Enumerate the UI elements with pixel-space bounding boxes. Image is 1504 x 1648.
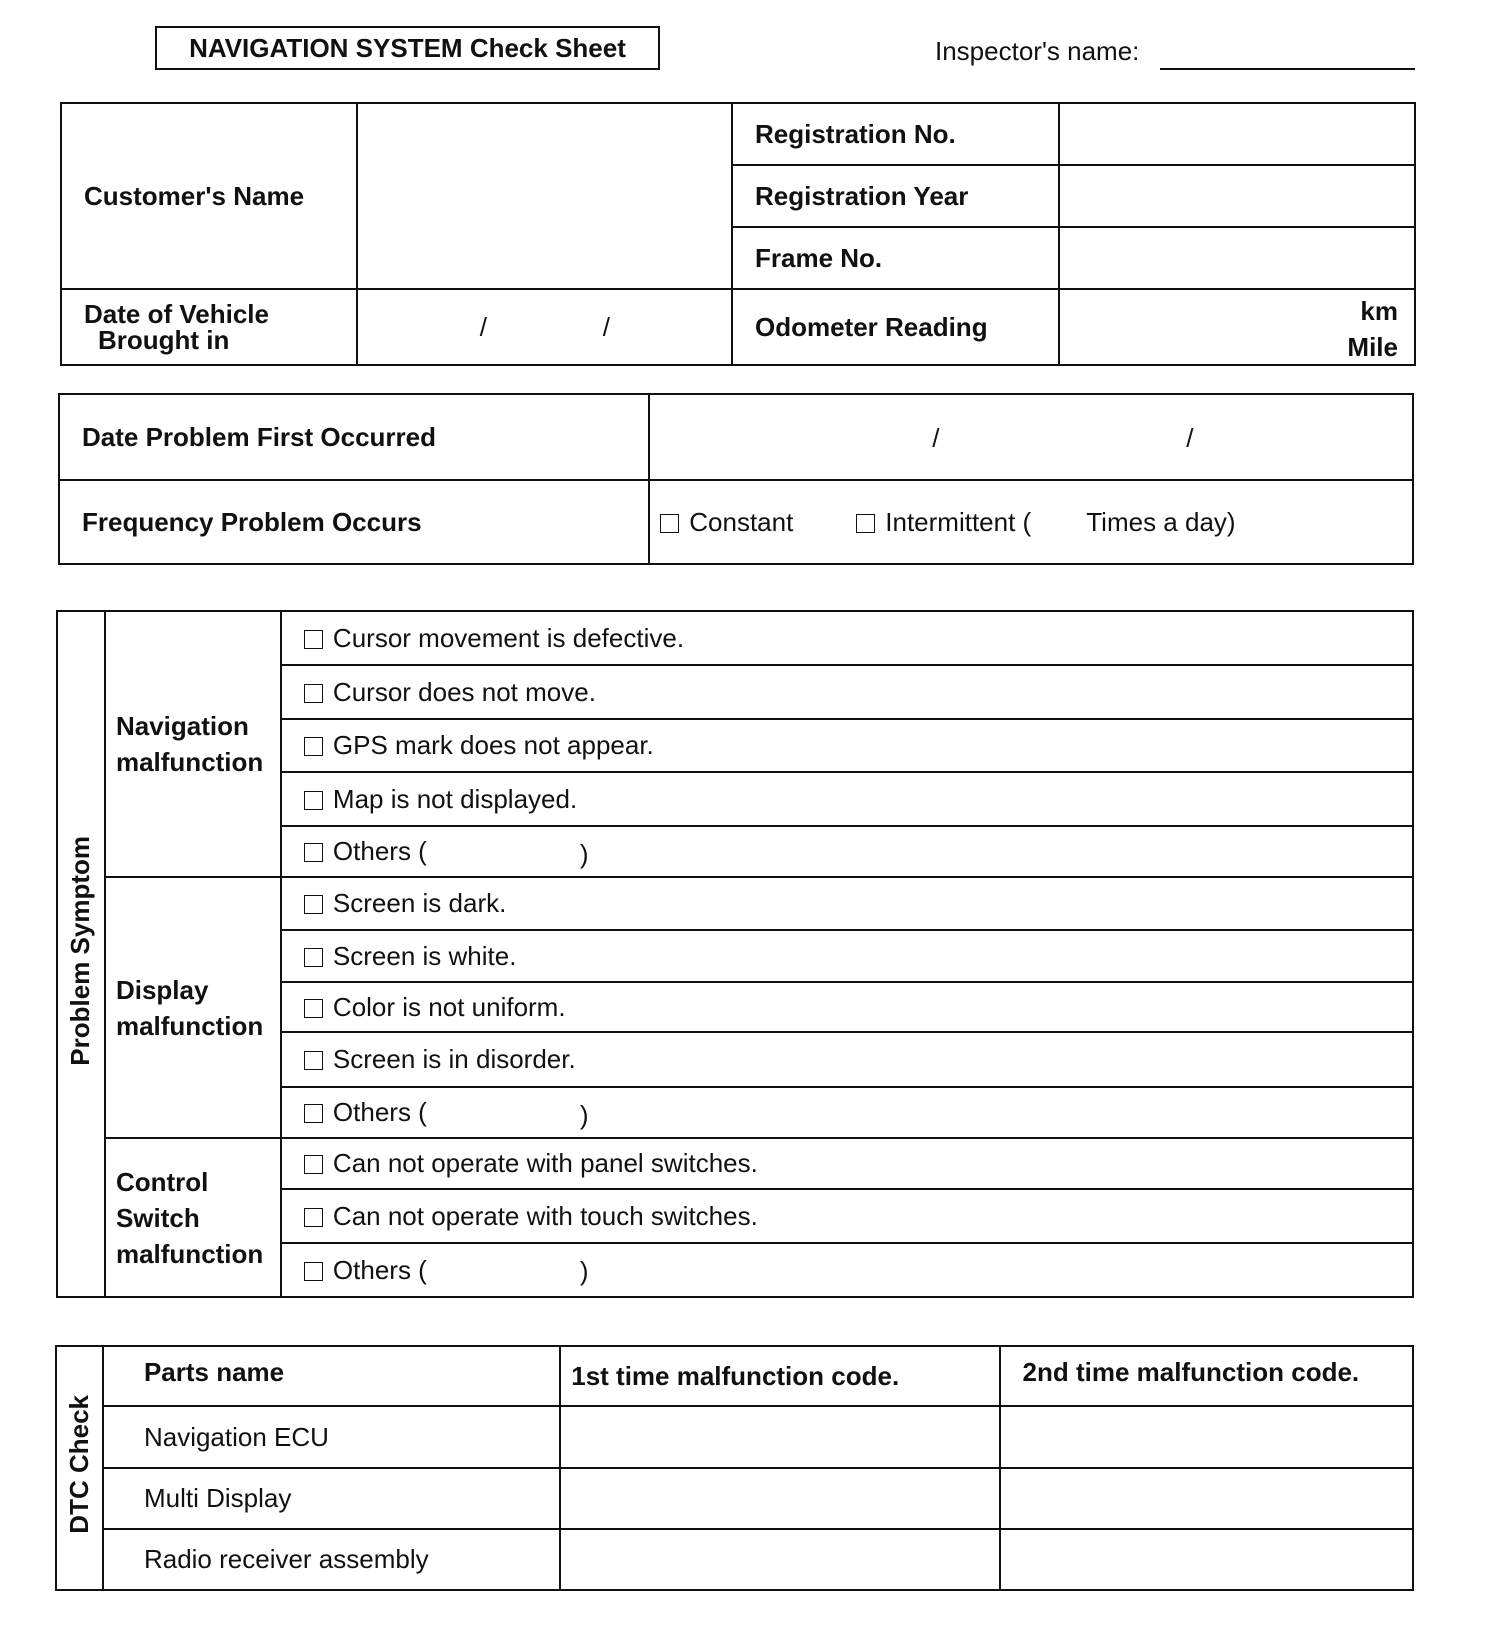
date-separator: /: [932, 423, 940, 453]
navigation-malfunction-label: [105, 611, 281, 877]
checkbox[interactable]: [304, 684, 323, 703]
display-malfunction-label: [105, 877, 281, 1138]
checkbox[interactable]: [304, 1208, 323, 1227]
symptom-label: Screen is in disorder.: [332, 1044, 576, 1074]
frame-no-field[interactable]: [1059, 227, 1415, 289]
unit-km: km: [1360, 296, 1398, 326]
checkbox[interactable]: [304, 1104, 323, 1123]
checkbox[interactable]: [304, 948, 323, 967]
symptom-label: Screen is dark.: [332, 888, 507, 918]
first-code-field[interactable]: [560, 1406, 999, 1468]
problem-symptom-table: [56, 610, 1414, 1298]
first-code-field[interactable]: [560, 1468, 999, 1529]
checkbox[interactable]: [304, 999, 323, 1018]
vehicle-info-table: [60, 102, 1416, 366]
symptom-option-others[interactable]: [281, 1087, 1413, 1138]
registration-year-field[interactable]: [1059, 165, 1415, 227]
date-separator: /: [1186, 423, 1194, 453]
date-brought-in-label-line2: Brought in: [98, 325, 230, 355]
parts-name-header: Parts name: [103, 1346, 560, 1406]
group-label-line: malfunction: [115, 747, 264, 777]
symptom-label: Color is not uniform.: [332, 991, 566, 1022]
symptom-option[interactable]: [281, 1189, 1413, 1243]
control-switch-malfunction-label: [105, 1138, 281, 1297]
second-code-field[interactable]: [1000, 1406, 1413, 1468]
registration-year-label: Registration Year: [732, 165, 1059, 227]
first-code-field[interactable]: [560, 1529, 999, 1590]
registration-no-label: Registration No.: [732, 103, 1059, 165]
intermittent-label: Intermittent (: [885, 507, 1032, 537]
part-name-cell: Multi Display: [103, 1468, 560, 1529]
date-separator: /: [479, 312, 487, 342]
group-label-line: Control: [115, 1166, 209, 1197]
checkbox[interactable]: [304, 843, 323, 862]
checkbox[interactable]: [304, 630, 323, 649]
problem-symptom-section: [57, 611, 105, 1297]
symptom-label: Screen is white.: [332, 940, 517, 971]
inspector-name-field[interactable]: [1160, 68, 1415, 70]
symptom-option[interactable]: [281, 930, 1413, 982]
checkbox[interactable]: [856, 514, 875, 533]
unit-mile: Mile: [1347, 332, 1398, 362]
date-first-occurred-label: Date Problem First Occurred: [59, 394, 649, 480]
symptom-label: Cursor does not move.: [332, 676, 596, 707]
constant-label: Constant: [689, 507, 794, 537]
date-brought-in-field[interactable]: [357, 289, 732, 365]
frequency-field: [649, 480, 1413, 564]
checkbox[interactable]: [304, 1155, 323, 1174]
checkbox[interactable]: [304, 737, 323, 756]
checkbox[interactable]: [304, 791, 323, 810]
times-a-day-label: Times a day): [1086, 507, 1236, 537]
symptom-label: Cursor movement is defective.: [332, 622, 685, 653]
dtc-check-table: [55, 1345, 1414, 1591]
symptom-option[interactable]: [281, 772, 1413, 826]
second-code-field[interactable]: [1000, 1468, 1413, 1529]
others-close: ): [579, 839, 589, 869]
symptom-label: Others (: [332, 1254, 427, 1285]
symptom-label: Others (: [332, 1097, 427, 1127]
frequency-label: Frequency Problem Occurs: [59, 480, 649, 564]
checkbox[interactable]: [304, 1262, 323, 1281]
page-title: NAVIGATION SYSTEM Check Sheet: [155, 26, 660, 70]
symptom-label: Map is not displayed.: [332, 783, 578, 814]
symptom-option[interactable]: [281, 982, 1413, 1032]
constant-option[interactable]: [660, 507, 793, 538]
problem-symptom-label: Problem Symptom: [65, 835, 96, 1066]
symptom-label: Others (: [332, 836, 427, 866]
symptom-option[interactable]: [281, 877, 1413, 930]
group-label-line: malfunction: [115, 1238, 264, 1269]
symptom-option-others[interactable]: [281, 826, 1413, 877]
others-close: ): [579, 1256, 589, 1286]
group-label-line: malfunction: [115, 1010, 264, 1041]
group-label-line: Display: [115, 974, 209, 1005]
second-code-field[interactable]: [1000, 1529, 1413, 1590]
checkbox[interactable]: [304, 895, 323, 914]
dtc-check-label: DTC Check: [63, 1395, 94, 1534]
dtc-check-section: [56, 1346, 103, 1590]
symptom-option-others[interactable]: [281, 1243, 1413, 1297]
registration-no-field[interactable]: [1059, 103, 1415, 165]
symptom-option[interactable]: [281, 1032, 1413, 1087]
others-close: ): [579, 1100, 589, 1130]
checkbox[interactable]: [304, 1051, 323, 1070]
symptom-option[interactable]: [281, 611, 1413, 665]
symptom-label: Can not operate with touch switches.: [332, 1200, 758, 1231]
odometer-reading-label: Odometer Reading: [732, 289, 1059, 365]
inspector-name-label: Inspector's name:: [935, 36, 1140, 66]
part-name-cell: Radio receiver assembly: [103, 1529, 560, 1590]
symptom-option[interactable]: [281, 719, 1413, 772]
intermittent-option[interactable]: [856, 507, 1031, 538]
date-first-occurred-field[interactable]: [649, 394, 1413, 480]
second-code-header: 2nd time malfunction code.: [1000, 1346, 1413, 1406]
customer-name-label: Customer's Name: [61, 103, 357, 289]
symptom-label: Can not operate with panel switches.: [332, 1148, 758, 1178]
date-separator: /: [602, 312, 610, 342]
checkbox[interactable]: [660, 514, 679, 533]
date-brought-in-label-line1: Date of Vehicle: [84, 299, 269, 329]
symptom-label: GPS mark does not appear.: [332, 730, 654, 760]
group-label-line: Switch: [115, 1202, 200, 1233]
occurrence-table: [58, 393, 1414, 565]
group-label-line: Navigation: [115, 711, 249, 741]
part-name-cell: Navigation ECU: [103, 1406, 560, 1468]
symptom-option[interactable]: [281, 665, 1413, 719]
customer-name-field[interactable]: [357, 103, 732, 289]
first-code-header: 1st time malfunction code.: [560, 1346, 999, 1406]
date-brought-in-label: [61, 289, 357, 365]
symptom-option[interactable]: [281, 1138, 1413, 1189]
frame-no-label: Frame No.: [732, 227, 1059, 289]
odometer-reading-field[interactable]: [1059, 289, 1415, 365]
